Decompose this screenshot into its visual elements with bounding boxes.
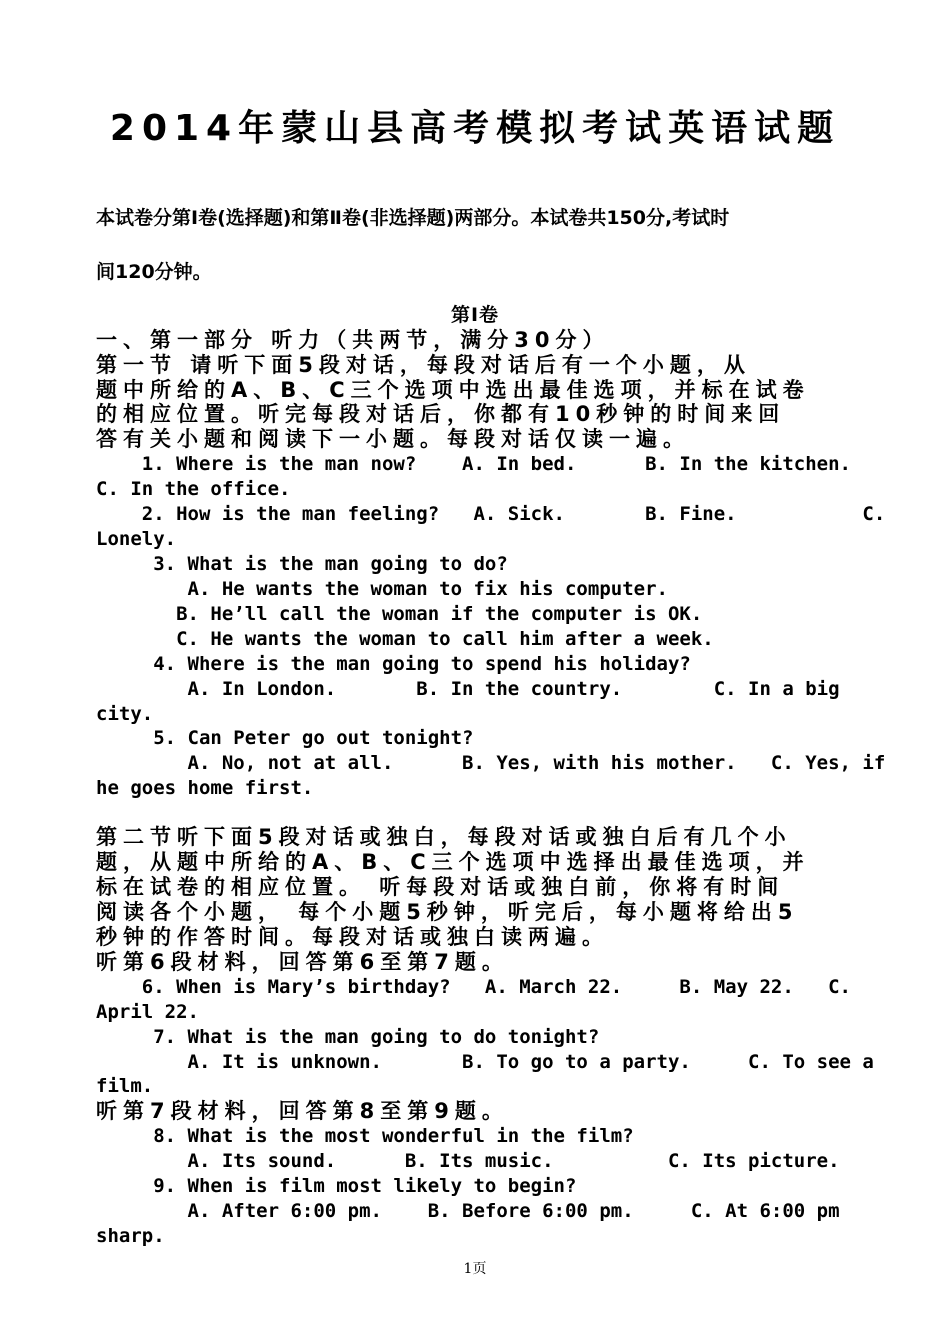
question-line: film. [96,1075,154,1097]
question-line: 7. What is the man going to do tonight? [96,1026,600,1048]
question-line: 2. How is the man feeling? A. Sick. B. Fine. C. [96,503,886,525]
page-title: 2014年蒙山县高考模拟考试英语试题 [109,108,841,149]
question-line: Lonely. [96,528,177,550]
question-line: B. He’ll call the woman if the computer is OK. [96,603,703,625]
part1-heading: 一、第一部分 听力（共两节，满分30分） [96,328,610,352]
question-line: he goes home first. [96,777,314,799]
section2-line: 秒钟的作答时间。每段对话或独白读两遍。 [96,925,609,949]
question-line: 5. Can Peter go out tonight? [96,727,474,749]
section1-line: 题中所给的A、B、C三个选项中选出最佳选项，并标在试卷 [96,378,810,402]
volume-heading: 第Ⅰ卷 [450,304,500,326]
section2-line: 第二节听下面5段对话或独白，每段对话或独白后有几个小 [96,825,792,849]
intro-line-1: 本试卷分第Ⅰ卷(选择题)和第Ⅱ卷(非选择题)两部分。本试卷共150分,考试时 [96,207,730,229]
listen-material-6: 听第6段材料，回答第6至第7题。 [96,950,509,974]
section1-line: 的相应位置。听完每段对话后，你都有10秒钟的时间来回 [96,402,786,426]
section2-line: 阅读各个小题， 每个小题5秒钟，听完后，每小题将给出5 [96,900,799,924]
question-line: sharp. [96,1225,165,1247]
question-line: A. In London. B. In the country. C. In a big [96,678,840,700]
question-line: 8. What is the most wonderful in the film? [96,1125,634,1147]
question-line: A. He wants the woman to fix his computer. [96,578,668,600]
section1-line: 答有关小题和阅读下一小题。每段对话仅读一遍。 [96,427,690,451]
question-line: A. After 6:00 pm. B. Before 6:00 pm. C. At 6:00 pm [96,1200,840,1222]
intro-line-2: 间120分钟。 [96,261,212,283]
question-line: A. It is unknown. B. To go to a party. C. To see a [96,1051,874,1073]
question-line: April 22. [96,1001,199,1023]
question-line: 6. When is Mary’s birthday? A. March 22. B. May 22. C. [96,976,851,998]
page-number: 1页 [463,1261,487,1277]
question-line: A. No, not at all. B. Yes, with his mother. C. Yes, if [96,752,886,774]
question-line: 1. Where is the man now? A. In bed. B. In the kitchen. [96,453,851,475]
question-line: 4. Where is the man going to spend his holiday? [96,653,691,675]
question-line: city. [96,703,154,725]
listen-material-7: 听第7段材料，回答第8至第9题。 [96,1099,509,1123]
section2-line: 标在试卷的相应位置。 听每段对话或独白前，你将有时间 [96,875,785,899]
question-line: 9. When is film most likely to begin? [96,1175,577,1197]
question-line: C. In the office. [96,478,291,500]
section2-line: 题，从题中所给的A、B、C三个选项中选择出最佳选项，并 [96,850,810,874]
question-line: 3. What is the man going to do? [96,553,508,575]
question-line: C. He wants the woman to call him after a week. [96,628,714,650]
question-line: A. Its sound. B. Its music. C. Its picture. [96,1150,840,1172]
section1-line: 第一节 请听下面5段对话，每段对话后有一个小题，从 [96,353,751,377]
